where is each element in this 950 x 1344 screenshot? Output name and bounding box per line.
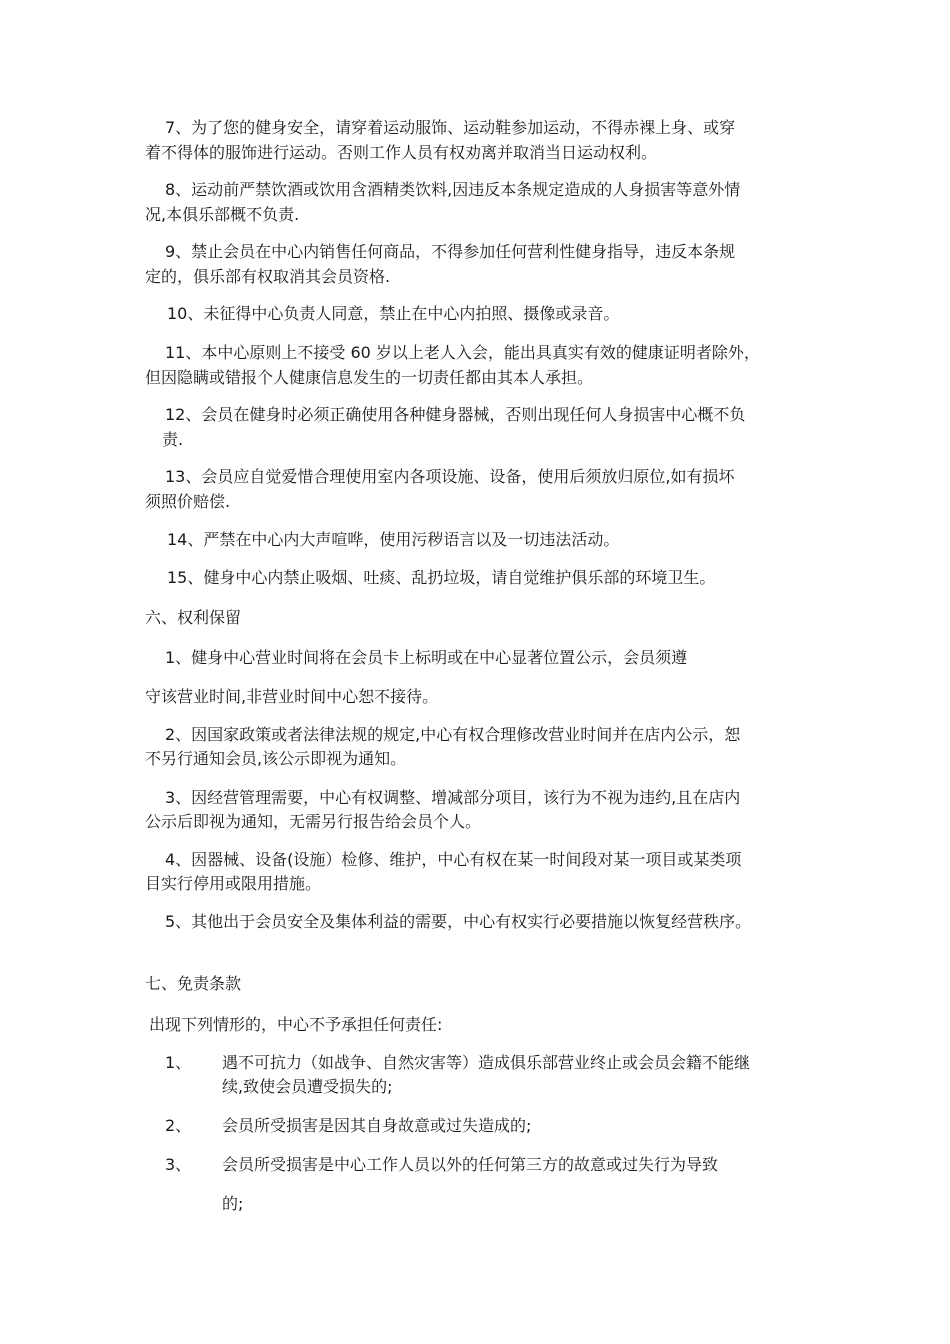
rule-11-line-2: 但因隐瞒或错报个人健康信息发生的一切责任都由其本人承担。 [145,368,594,387]
section-7-item-1-line-2: 续,致使会员遭受损失的; [222,1077,393,1096]
section-7-heading: 七、免责条款 [145,974,242,993]
rule-10-line-1: 10、未征得中心负责人同意，禁止在中心内拍照、摄像或录音。 [167,304,620,323]
section-6-item-3-line-2: 公示后即视为通知，无需另行报告给会员个人。 [145,812,482,831]
rule-14-line-1: 14、严禁在中心内大声喧哗，使用污秽语言以及一切违法活动。 [167,530,620,549]
rule-9-line-2: 定的，俱乐部有权取消其会员资格. [145,267,391,286]
section-6-item-1-line-1: 1、健身中心营业时间将在会员卡上标明或在中心显著位置公示，会员须遵 [165,648,688,667]
section-6-heading: 六、权利保留 [145,608,242,627]
section-6-item-5-line-1: 5、其他出于会员安全及集体利益的需要，中心有权实行必要措施以恢复经营秩序。 [165,912,752,931]
section-6-item-4-line-2: 目实行停用或限用措施。 [145,874,322,893]
section-6-item-1-line-2: 守该营业时间,非营业时间中心恕不接待。 [145,687,439,706]
rule-8-line-1: 8、运动前严禁饮酒或饮用含酒精类饮料,因违反本条规定造成的人身损害等意外情 [165,180,741,199]
section-7-item-1-number: 1、 [165,1053,192,1072]
rule-11-line-1: 11、本中心原则上不接受 60 岁以上老人入会，能出具真实有效的健康证明者除外， [165,343,760,362]
section-7-item-3-line-1: 会员所受损害是中心工作人员以外的任何第三方的故意或过失行为导致 [222,1155,719,1174]
rule-13-line-1: 13、会员应自觉爱惜合理使用室内各项设施、设备，使用后须放归原位,如有损坏 [165,467,735,486]
section-7-item-2-number: 2、 [165,1116,192,1135]
rule-7-line-2: 着不得体的服饰进行运动。否则工作人员有权劝离并取消当日运动权利。 [145,143,658,162]
section-6-item-3-line-1: 3、因经营管理需要，中心有权调整、增减部分项目，该行为不视为违约,且在店内 [165,788,741,807]
section-7-intro: 出现下列情形的，中心不予承担任何责任: [149,1015,443,1034]
section-7-item-3-number: 3、 [165,1155,192,1174]
section-6-item-2-line-2: 不另行通知会员,该公示即视为通知。 [145,749,407,768]
section-6-item-2-line-1: 2、因国家政策或者法律法规的规定,中心有权合理修改营业时间并在店内公示，恕 [165,725,741,744]
rule-7-line-1: 7、为了您的健身安全，请穿着运动服饰、运动鞋参加运动，不得赤裸上身、或穿 [165,118,736,137]
section-6-item-4-line-1: 4、因器械、设备(设施）检修、维护，中心有权在某一时间段对某一项目或某类项 [165,850,742,869]
rule-9-line-1: 9、禁止会员在中心内销售任何商品，不得参加任何营利性健身指导，违反本条规 [165,242,736,261]
section-7-item-3-line-2: 的; [222,1194,244,1213]
rule-8-line-2: 况,本俱乐部概不负责. [145,205,300,224]
rule-12-line-1: 12、会员在健身时必须正确使用各种健身器械，否则出现任何人身损害中心概不负 [165,405,746,424]
section-7-item-2-line-1: 会员所受损害是因其自身故意或过失造成的; [222,1116,532,1135]
rule-13-line-2: 须照价赔偿. [145,492,231,511]
rule-12-line-2: 责. [162,430,184,449]
section-7-item-1-line-1: 遇不可抗力（如战争、自然灾害等）造成俱乐部营业终止或会员会籍不能继 [222,1053,751,1072]
rule-15-line-1: 15、健身中心内禁止吸烟、吐痰、乱扔垃圾，请自觉维护俱乐部的环境卫生。 [167,568,716,587]
